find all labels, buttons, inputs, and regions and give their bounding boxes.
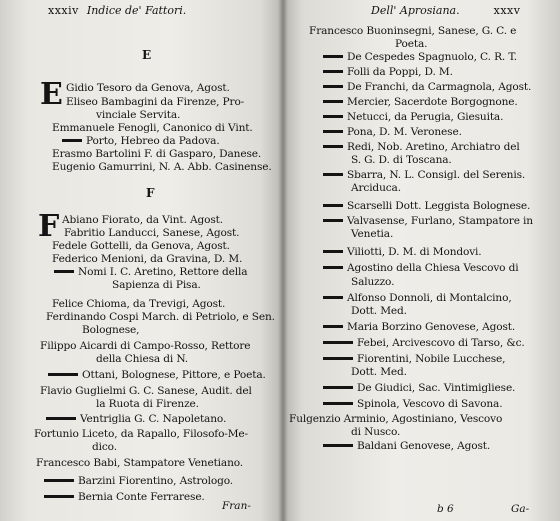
index-entry: della Chiesa di N. [96,353,189,365]
index-entry-text: Porto, Hebreo da Padova. [86,135,220,147]
index-entry-continued [323,440,490,453]
ditto-dash [323,115,343,118]
index-entry-continued [323,215,533,228]
index-entry-text: Febei, Arcivescovo di Tarso, &c. [357,337,525,349]
index-entry: Saluzzo. [351,276,395,288]
ditto-dash [48,373,78,376]
ditto-dash [323,402,353,405]
index-entry: Federico Menioni, da Gravina, D. M. [52,253,243,265]
index-entry-text: Valvasense, Furlano, Stampatore in [347,215,533,227]
index-entry-continued [323,292,512,305]
right-page-number: xxxv [493,4,521,17]
left-catchword: Fran- [222,500,251,512]
index-entry: Francesco Babi, Stampatore Venetiano. [36,457,244,469]
index-entry-continued [48,369,266,382]
index-entry-text: Bernia Conte Ferrarese. [78,491,205,503]
index-entry: Eugenio Gamurrini, N. A. Abb. Casinense. [52,161,272,173]
index-entry: vinciale Servita. [96,109,181,121]
index-entry-text: Folli da Poppi, D. M. [347,66,453,78]
index-entry-continued [46,413,226,426]
ditto-dash [323,145,343,148]
index-entry: Filippo Aicardi di Campo-Rosso, Rettore [40,340,251,352]
ditto-dash [323,55,343,58]
index-entry-continued [323,96,518,109]
index-entry: di Nusco. [351,426,401,438]
index-entry: Ferdinando Cospi March. di Petriolo, e Sen. [46,311,275,323]
index-entry-text: Sbarra, N. L. Consigl. del Serenis. [347,169,526,181]
ditto-dash [323,219,343,222]
index-entry: Gidio Tesoro da Genova, Agost. [66,82,230,94]
index-entry: Arciduca. [351,182,401,194]
index-entry: Venetia. [351,228,394,240]
right-page [283,0,560,521]
ditto-dash [323,325,343,328]
index-entry: Abiano Fiorato, da Vint. Agost. [62,214,223,226]
ditto-dash [323,341,353,344]
index-entry-continued [323,111,503,124]
ditto-dash [323,250,343,253]
drop-cap-e: E [40,77,63,112]
book-gutter [278,0,288,521]
left-page-number: xxxiv [48,4,79,17]
index-entry: Eliseo Bambagini da Firenze, Pro- [66,96,245,108]
ditto-dash [323,444,353,447]
index-entry-continued [323,321,515,334]
index-entry-continued [323,382,515,395]
index-entry: Fortunio Liceto, da Rapallo, Filosofo-Me- [34,428,248,440]
index-entry: la Ruota di Firenze. [96,398,199,410]
index-entry-continued [323,51,517,64]
ditto-dash [46,417,76,420]
index-entry: Fulgenzio Arminio, Agostiniano, Vescovo [289,413,503,425]
left-running-head [48,4,186,17]
index-entry: Emmanuele Fenogli, Canonico di Vint. [52,122,253,134]
section-letter-f: F [146,186,155,200]
index-entry-continued [323,398,502,411]
index-entry: Felice Chioma, da Trevigi, Agost. [52,298,226,310]
index-entry-continued [323,246,482,259]
index-entry-text: Pona, D. M. Veronese. [347,126,462,138]
section-letter-e: E [142,48,152,62]
index-entry-text: De Franchi, da Carmagnola, Agost. [347,81,532,93]
index-entry-text: Fiorentini, Nobile Lucchese, [357,353,506,365]
right-catchword: Ga- [511,503,530,515]
ditto-dash [323,130,343,133]
index-entry: Sapienza di Pisa. [112,279,201,291]
ditto-dash [323,204,343,207]
index-entry-continued [323,81,531,94]
ditto-dash [323,85,343,88]
index-entry-continued [323,169,525,182]
index-entry-continued [54,266,247,279]
index-entry-continued [323,141,520,154]
index-entry-continued [62,135,220,148]
ditto-dash [323,100,343,103]
index-entry-continued [323,126,462,139]
index-entry-text: Barzini Fiorentino, Astrologo. [78,475,233,487]
index-entry-text: Spinola, Vescovo di Savona. [357,398,503,410]
ditto-dash [323,173,343,176]
index-entry: Flavio Guglielmi G. C. Sanese, Audit. del [40,385,252,397]
index-entry-text: Maria Borzino Genovese, Agost. [347,321,516,333]
ditto-dash [323,296,343,299]
ditto-dash [323,386,353,389]
printer-signature: b 6 [437,503,454,515]
index-entry-continued [44,475,233,488]
ditto-dash [54,270,74,273]
index-entry-text: Agostino della Chiesa Vescovo di [347,262,519,274]
index-entry-text: Baldani Genovese, Agost. [357,440,491,452]
ditto-dash [323,70,343,73]
ditto-dash [62,139,82,142]
index-entry-text: Mercier, Sacerdote Borgognone. [347,96,518,108]
index-entry: Fabritio Landucci, Sanese, Agost. [64,227,240,239]
index-entry-text: Nomi I. C. Aretino, Rettore della [78,266,248,278]
index-entry-text: Netucci, da Perugia, Giesuita. [347,111,504,123]
right-running-head [371,4,520,17]
index-entry-text: Scarselli Dott. Leggista Bolognese. [347,200,531,212]
left-title: Indice de' Fattori. [86,4,187,17]
index-entry-text: De Giudici, Sac. Vintimigliese. [357,382,516,394]
index-entry: Dott. Med. [351,366,407,378]
index-entry-continued [323,200,530,213]
index-entry: Fedele Gottelli, da Genova, Agost. [52,240,230,252]
right-title: Dell' Aprosiana. [371,4,460,17]
ditto-dash [44,479,74,482]
index-entry-continued [323,353,505,366]
index-entry-text: Alfonso Donnoli, di Montalcino, [347,292,512,304]
index-entry: Dott. Med. [351,305,407,317]
ditto-dash [44,495,74,498]
index-entry-text: De Cespedes Spagnuolo, C. R. T. [347,51,517,63]
ditto-dash [323,357,353,360]
index-entry: Poeta. [395,38,428,50]
index-entry-continued [323,262,518,275]
index-entry: Erasmo Bartolini F. di Gasparo, Danese. [52,148,262,160]
index-entry-text: Redi, Nob. Aretino, Archiatro del [347,141,520,153]
index-entry-text: Ottani, Bolognese, Pittore, e Poeta. [82,369,266,381]
index-entry-text: Viliotti, D. M. di Mondovi. [347,246,482,258]
index-entry: Bolognese, [82,324,140,336]
index-entry-continued [323,66,453,79]
index-entry-text: Ventriglia G. C. Napoletano. [80,413,227,425]
index-entry: dico. [92,441,117,453]
index-entry: S. G. D. di Toscana. [351,154,452,166]
index-entry-continued [44,491,205,504]
drop-cap-f: F [38,209,60,244]
index-entry: Francesco Buoninsegni, Sanese, G. C. e [309,25,517,37]
ditto-dash [323,266,343,269]
index-entry-continued [323,337,525,350]
